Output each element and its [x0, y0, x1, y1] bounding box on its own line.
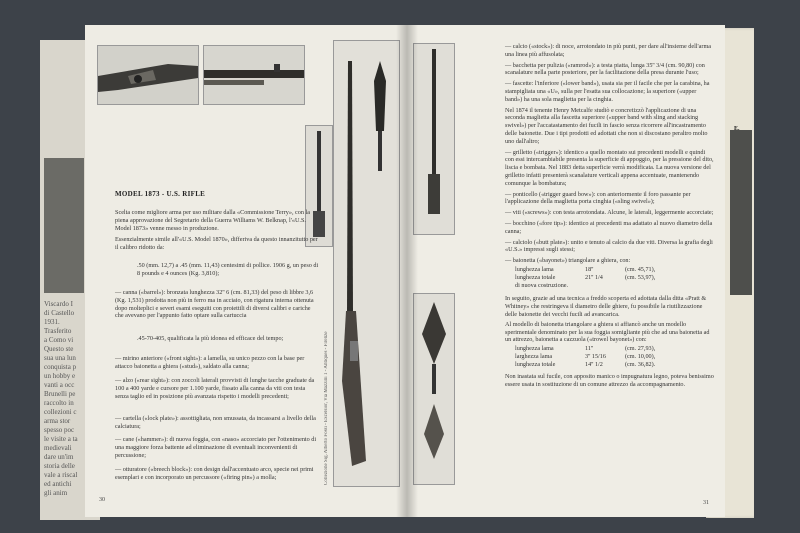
- item-trigger: — grilletto («trigger»): identico a quello montato sui precedenti modelli e quindi con essi intercambiabile presenta la superficie di appoggio, per la pressione del dito, liscia e bombata. Nel 1883 detta superficie verrà modificata. La nuova versione del grilletto infatti presenterà scanalature verticali appena accentuate, mantenendo comunque la bombatura;: [505, 148, 714, 187]
- item-fore-tip: — bocchino («fore tip»): identico ai precedenti ma adattato al nuovo diametro della canna;: [505, 219, 713, 235]
- underlying-right-photo: [730, 130, 752, 295]
- margin-line: medievali: [44, 444, 72, 452]
- margin-line: Viscardo I: [44, 300, 73, 308]
- table-row: larghezza lama 3'' 15/16 (cm. 10,00),: [515, 352, 656, 360]
- paragraph-8: — cartella («lock plate»): assottigliata, non smussata, da incassarsi a livello della calciatura;: [115, 415, 316, 430]
- item-screws: — viti («screws»): con testa arrotondata. Alcune, le laterali, leggermente accorciate;: [505, 209, 714, 217]
- left-page-number: 30: [99, 497, 105, 503]
- paragraph-4: — canna («barrel»): bronzata lunghezza 32'' 6 (cm. 81,33) del peso di libbre 3,6 (Kg. 1,531) prodotta non più in ferro ma in acciaio, con rigatura interna ottenuta dopo molteplici e severi esami eseguiti con proiettili di diversi calibri e cariche che avevano per l'appunto fatto optare sulla cartuccia: [115, 289, 314, 320]
- table-row: lunghezza totale 21'' 1/4 (cm. 53,97),: [515, 273, 656, 281]
- book-gutter: [396, 25, 418, 517]
- item-ramrod: — bacchetta per pulizia («ramrod»): a testa piatta, lunga 35'' 3/4 (cm. 90,80) con scanalature nella parte posteriore, per la facilitazione della presa durante l'uso;: [505, 61, 705, 77]
- margin-line: vanti a occ: [44, 381, 75, 389]
- margin-line: di Castello: [44, 309, 75, 317]
- margin-line: conquista p: [44, 363, 77, 371]
- vertical-credit-line: Collezione Sig. Alberto Fossi - Excelsior, Via Mazzini 1 - Antiques - Firenze: [324, 331, 329, 485]
- paragraph-trowel: Al modello di baionetta triangolare a ghiera si affiancò anche un modello sperimentale denominato per la sua foggia somigliante più che ad una baionetta ad un attrezzo, baionetta a cazzuola («trowel bayonet») con:: [505, 320, 710, 344]
- underlying-margin-text: [44, 300, 86, 510]
- underlying-right-label: E.: [734, 126, 740, 132]
- bayonet-table: [515, 266, 715, 289]
- right-page-number: 31: [703, 500, 709, 506]
- table-row: lunghezza lama 18'' (cm. 45,71),: [515, 265, 656, 273]
- margin-line: storia delle: [44, 462, 75, 470]
- table-row: lunghezza totale 14'' 1/2 (cm. 36,82).: [515, 360, 656, 368]
- trowel-table: [515, 345, 715, 368]
- right-text-column: [505, 43, 715, 389]
- bayonet-scabbard-photo: [413, 43, 455, 235]
- paragraph-5: .45-70-405, qualificata la più idonea ed efficace del tempo;: [137, 335, 284, 342]
- trowel-bayonet-photo: [413, 293, 455, 485]
- margin-line: Trasferito: [44, 327, 72, 335]
- margin-line: Questo ste: [44, 345, 74, 353]
- margin-line: ed antichi: [44, 480, 72, 488]
- table-row: lunghezza lama 11'' (cm. 27,93),: [515, 345, 656, 353]
- margin-line: raccolto in: [44, 399, 74, 407]
- item-bayonet: — baionetta («bayonet») triangolare a ghiera, con:: [505, 257, 631, 265]
- section-title: MODEL 1873 - U.S. RIFLE: [115, 190, 206, 198]
- margin-line: gli anim: [44, 489, 68, 497]
- rifle-full-photo: [333, 40, 400, 487]
- margin-line: collezioni c: [44, 408, 77, 416]
- item-bands: — fascette: l'inferiore («lower band»), usata sia per il facile che per la carabina, ha stampigliata una «U», sulla per l'esatta sua collocazione; la superiore («upper band») ha una sola maglietta per la cinghia.: [505, 80, 710, 103]
- margin-line: arma stor: [44, 417, 71, 425]
- paragraph-pratt-whitney: In seguito, grazie ad una tecnica a freddo scoperta ed adottata dalla ditta «Pratt & Whitney» che restringeva il diametro delle ghiere, fu possibile la riutilizzazione delle baionette dei vecchi fucili ad avancarica.: [505, 295, 707, 318]
- margin-line: le visite a ta: [44, 435, 78, 443]
- paragraph-10: — otturatore («breech block»): con design dall'accentuato arco, specie nei primi esemplari e con incorporato un percussore («firing pin») a molla;: [115, 466, 314, 481]
- paragraph-9: — cane («hammer»): di nuova foggia, con «naso» accorciato per l'ottenimento di una maggiore forza battente ad eliminazione di eventuali inconvenienti di percussione;: [115, 436, 317, 459]
- margin-line: dare un'im: [44, 453, 74, 461]
- item-trigger-guard: — ponticello («trigger guard bow»): con anteriormente il foro passante per l'applicazione della maglietta porta cinghia («sling swivel»);: [505, 190, 691, 206]
- margin-line: vale a riscal: [44, 471, 78, 479]
- margin-line: spesso poc: [44, 426, 75, 434]
- paragraph-7: — alzo («rear sight»): con zoccoli laterali provvisti di lunghe tacche graduate da 100 a 400 yarde e cursore per 1.100 yarde, fissato alla canna da viti con testa senza taglio ed in posizione più avanzata rispetto i modelli precedenti;: [115, 377, 315, 400]
- margin-line: a Como vi: [44, 336, 74, 344]
- left-page: [85, 25, 410, 517]
- rifle-barrel-photo: [203, 45, 305, 105]
- bayonet-note: di nuova costruzione.: [515, 281, 569, 289]
- right-page: [405, 25, 725, 517]
- item-butt-plate: — calciolo («butt plate»): unito e tenuto al calcio da due viti. Diversa la grafia degli «U.S.» impressi sugli stessi;: [505, 238, 713, 254]
- intro-paragraph: Scelta come migliore arma per uso militare dalla «Commissione Terry», con la piena approvazione del Segretario della Guerra Williams W. Belknap, l'«U.S. Model 1873» venne messo in produzione.: [115, 209, 310, 232]
- paragraph-3: .50 (mm. 12,7) a .45 (mm. 11,43) centesimi di pollice. 1906 g, un peso di 8 pounds e 4 ounces (Kg. 3,810);: [137, 262, 319, 277]
- margin-line: Brunelli pe: [44, 390, 76, 398]
- rifle-lock-photo: [97, 45, 199, 105]
- paragraph-final: Non inastata sul fucile, con apposito manico o impugnatura legno, poteva benissimo essere usata in sostituzione di un comune attrezzo da accompagnamento.: [505, 373, 714, 389]
- margin-line: sua una lun: [44, 354, 76, 362]
- paragraph-2: Essenzialmente simile all'«U.S. Model 1870», differiva da questo innanzitutto per il calibro ridotto da:: [115, 236, 318, 251]
- paragraph-6: — mirino anteriore («front sight»): a lamella, su unico pezzo con la base per attacco baionetta a ghiera («stud»), saldato alla canna;: [115, 355, 305, 370]
- item-stock: — calcio («stock»): di noce, arrotondato in più punti, per dare all'insieme dell'arma una linea più affusolata;: [505, 43, 712, 58]
- margin-line: un hobby e: [44, 372, 76, 380]
- item-metcalfe: Nel 1874 il tenente Henry Metcalfe studiò e concretizzò l'applicazione di una seconda maglietta alla fascetta superiore («upper band with sling and stacking swivel») per l'accatastamento dei fucili in fascio senza ricorrere all'incastramento delle baionette. Due i tipi prodotti ed adottati che non si discostano peraltro molto uno dall'altro;: [505, 106, 708, 145]
- margin-line: 1931.: [44, 318, 60, 326]
- underlying-portrait-photo: [44, 158, 84, 293]
